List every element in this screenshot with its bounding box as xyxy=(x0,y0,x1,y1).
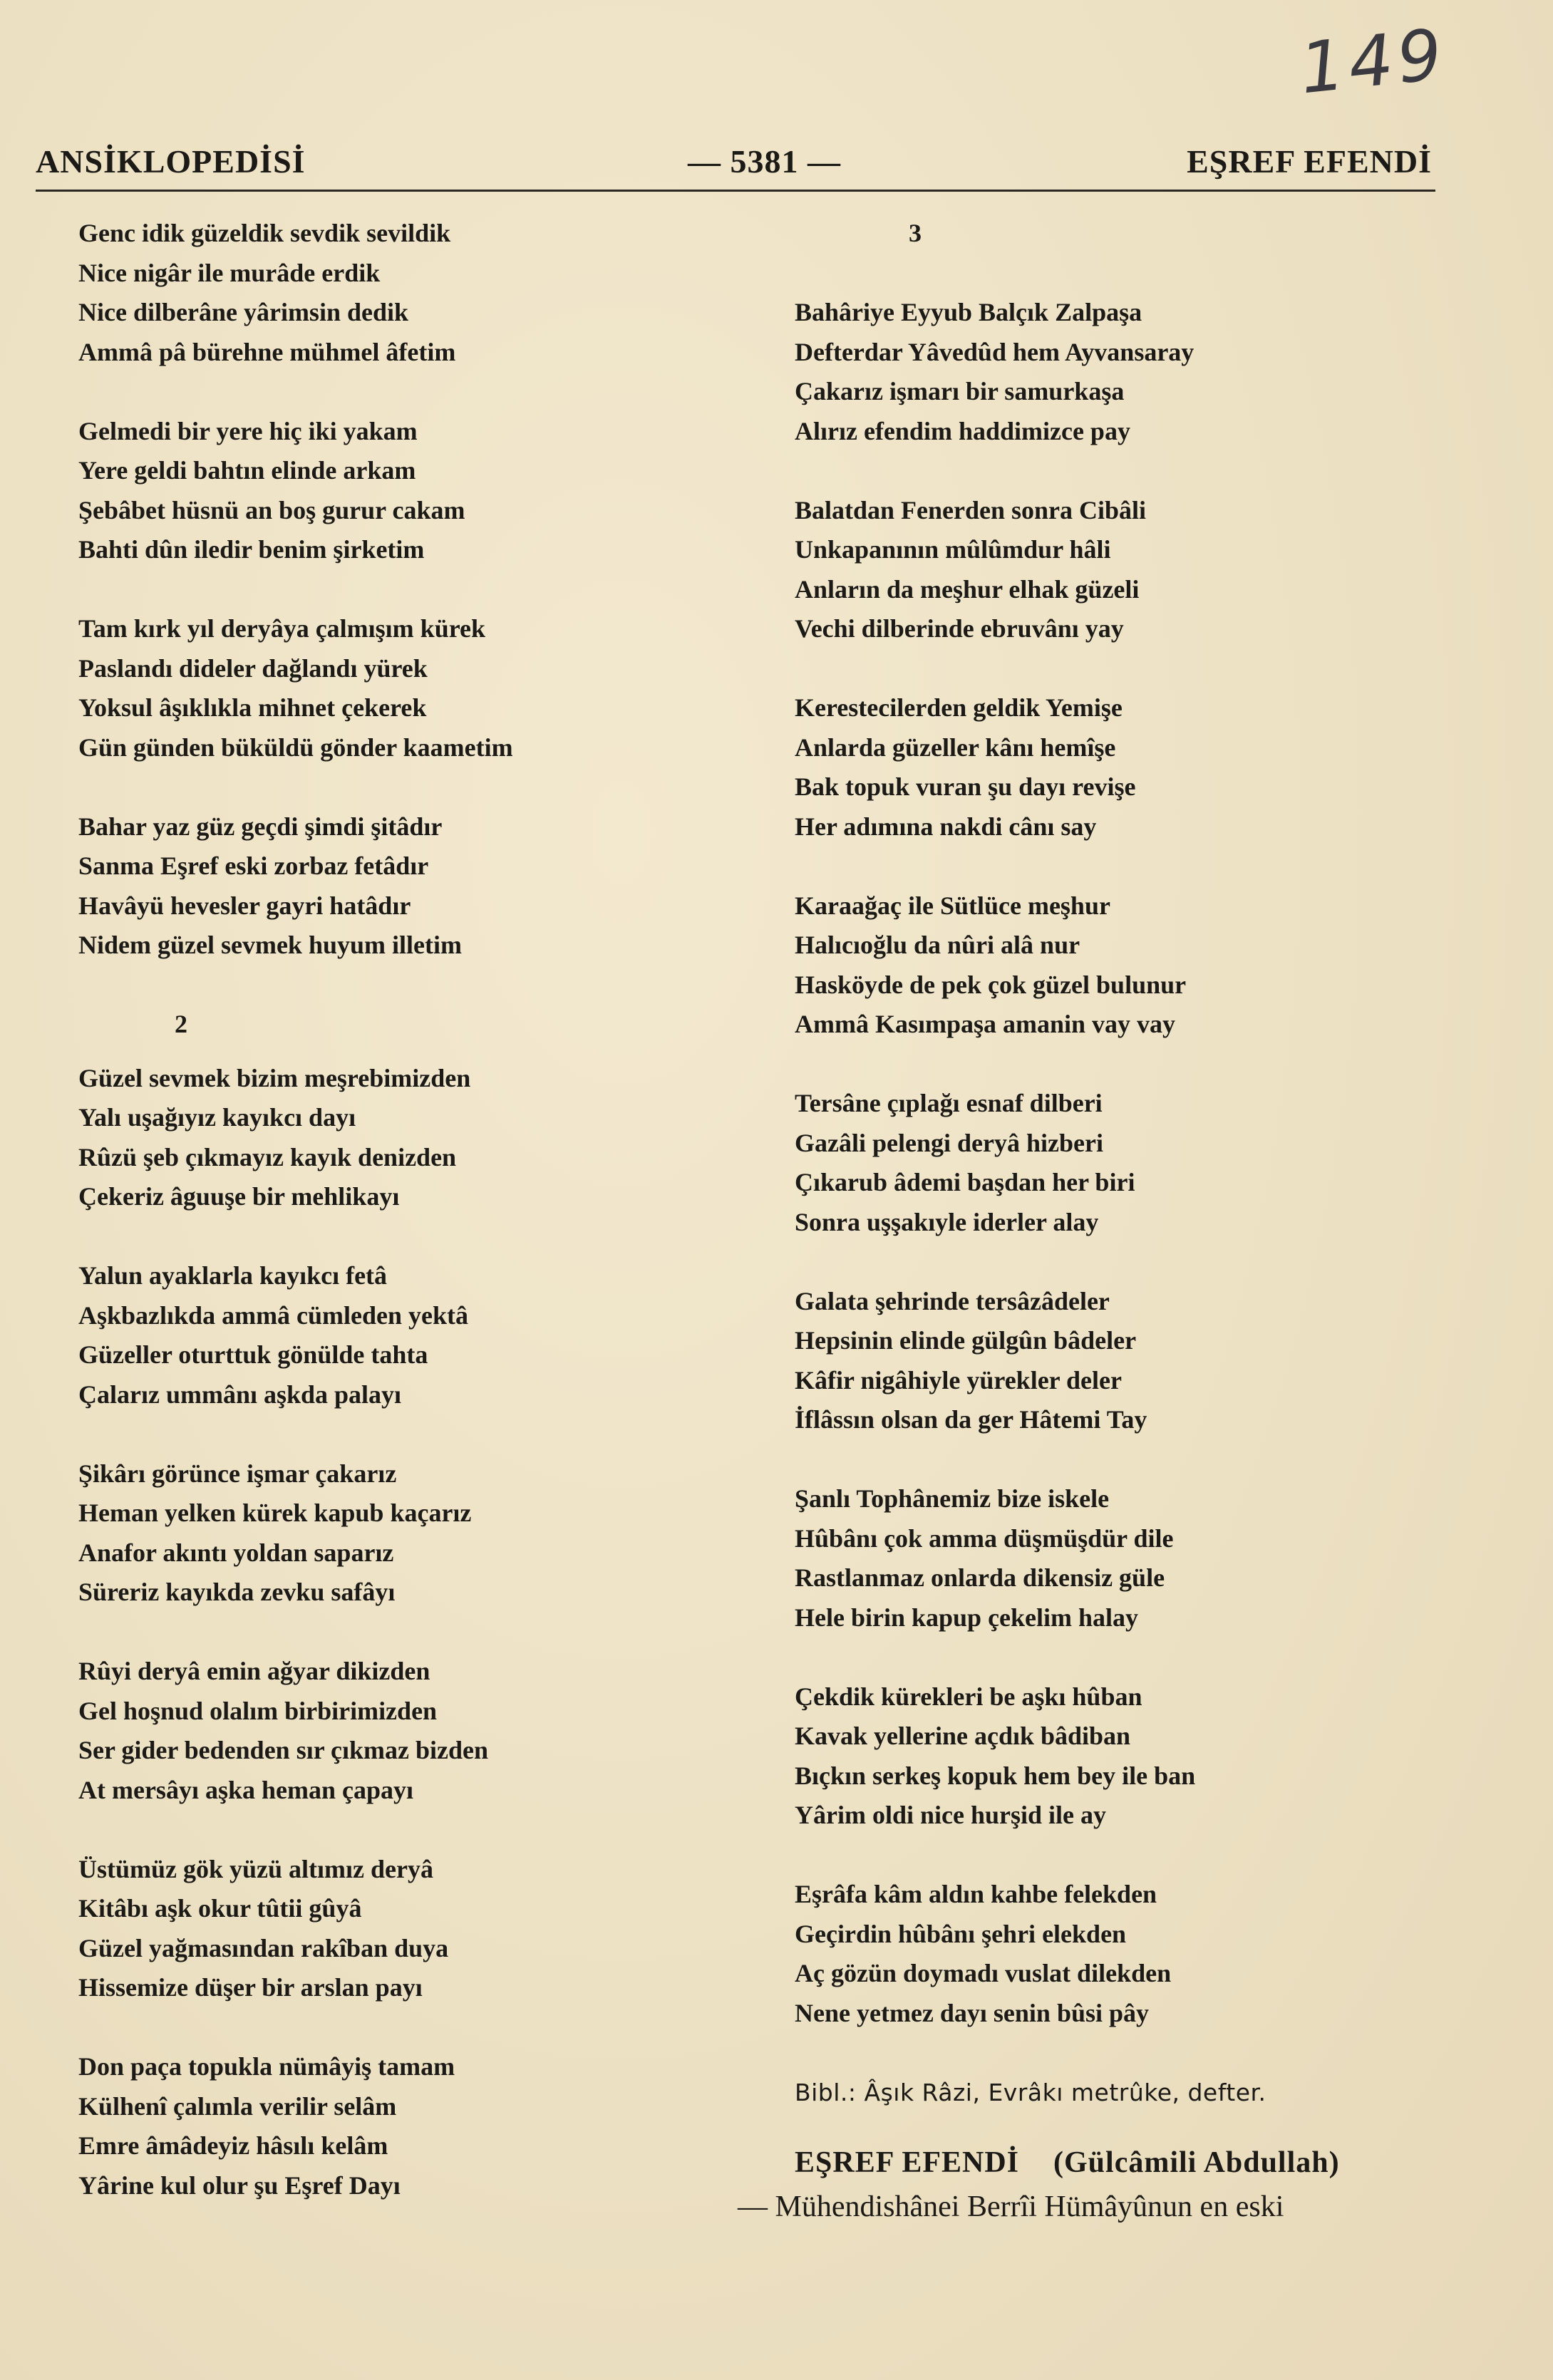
verse-line: Bahti dûn iledir benim şirketim xyxy=(78,535,425,564)
entry-title: EŞREF EFENDİ xyxy=(795,2146,1020,2179)
section-number-2: 2 xyxy=(175,1010,187,1038)
verse-line: Süreriz kayıkda zevku safâyı xyxy=(78,1578,396,1606)
verse-line: Unkapanının mûlûmdur hâli xyxy=(795,535,1111,564)
verse-line: Kitâbı aşk okur tûtii gûyâ xyxy=(78,1894,362,1923)
verse-line: Galata şehrinde tersâzâdeler xyxy=(795,1286,1110,1315)
verse-line: Ammâ pâ bürehne mühmel âfetim xyxy=(78,337,456,366)
verse-line: Kâfir nigâhiyle yürekler deler xyxy=(795,1365,1122,1395)
stanza xyxy=(78,412,720,570)
verse-line: Karaağaç ile Sütlüce meşhur xyxy=(795,891,1110,920)
verse-line: Gel hoşnud olalım birbirimizden xyxy=(78,1696,438,1725)
verse-line: Çekdik kürekleri be aşkı hûban xyxy=(795,1682,1142,1711)
stanza xyxy=(78,1256,720,1414)
verse-line: Rastlanmaz onlarda dikensiz güle xyxy=(795,1563,1165,1592)
stanza xyxy=(78,609,720,767)
verse-line: Aşkbazlıkda ammâ cümleden yektâ xyxy=(78,1300,469,1330)
verse-line: Yalı uşağıyız kayıkcı dayı xyxy=(78,1103,356,1132)
verse-line: Bak topuk vuran şu dayı revişe xyxy=(795,772,1136,801)
verse-line: Yârim oldi nice hurşid ile ay xyxy=(795,1801,1107,1829)
verse-line: Heman yelken kürek kapub kaçarız xyxy=(78,1499,472,1527)
verse-line: Yoksul âşıklıkla mihnet çekerek xyxy=(78,693,427,722)
verse-line: Ammâ Kasımpaşa amanin vay vay xyxy=(795,1010,1176,1038)
verse-line: Don paça topukla nümâyiş tamam xyxy=(78,2052,455,2081)
verse-line: At mersâyı aşka heman çapayı xyxy=(78,1775,413,1804)
verse-line: Havâyü hevesler gayri hatâdır xyxy=(78,891,411,920)
verse-line: Nice nigâr ile murâde erdik xyxy=(78,258,381,287)
verse-line: Çalarız ummânı aşkda palayı xyxy=(78,1380,402,1409)
next-entry-heading xyxy=(738,2141,1450,2229)
stanza xyxy=(78,2047,720,2205)
verse-line: Çıkarub âdemi başdan her biri xyxy=(795,1168,1135,1196)
running-header xyxy=(36,135,1432,192)
verse-line: Şanlı Tophânemiz bize iskele xyxy=(795,1484,1110,1513)
verse-line: Şikârı görünce işmar çakarız xyxy=(78,1459,397,1488)
verse-line: Rûyi deryâ emin ağyar dikizden xyxy=(78,1657,430,1685)
verse-line: Tersâne çıplağı esnaf dilberi xyxy=(795,1089,1103,1117)
verse-line: Eşrâfa kâm aldın kahbe felekden xyxy=(795,1880,1157,1908)
stanza xyxy=(795,1084,1450,1242)
stanza xyxy=(795,886,1450,1045)
verse-line: Kavak yellerine açdık bâdiban xyxy=(795,1722,1131,1750)
verse-line: Hasköyde de pek çok güzel bulunur xyxy=(795,970,1187,999)
verse-line: Sanma Eşref eski zorbaz fetâdır xyxy=(78,852,429,880)
header-page-number: — 5381 — xyxy=(688,143,841,180)
verse-line: Bıçkın serkeş kopuk hem bey ile ban xyxy=(795,1761,1196,1790)
verse-line: Vechi dilberinde ebruvânı yay xyxy=(795,614,1124,643)
verse-line: Kerestecilerden geldik Yemişe xyxy=(795,693,1123,722)
verse-line: Yalun ayaklarla kayıkcı fetâ xyxy=(78,1261,388,1290)
verse-line: Hepsinin elinde gülgûn bâdeler xyxy=(795,1326,1137,1355)
verse-line: Hissemize düşer bir arslan payı xyxy=(78,1973,423,2002)
stanza xyxy=(795,1479,1450,1637)
verse-line: Anafor akıntı yoldan saparız xyxy=(78,1538,394,1567)
verse-line: Bahar yaz güz geçdi şimdi şitâdır xyxy=(78,812,443,841)
entry-heading-line xyxy=(795,2141,1450,2185)
stanza xyxy=(795,688,1450,847)
entry-alt-name: (Gülcâmili Abdullah) xyxy=(1053,2146,1340,2179)
verse-line: Yere geldi bahtın elinde arkam xyxy=(78,456,416,485)
section-number-3: 3 xyxy=(909,219,922,247)
header-entry-name: EŞREF EFENDİ xyxy=(1187,143,1432,180)
verse-line: Külhenî çalımla verilir selâm xyxy=(78,2091,397,2121)
verse-line: Paslandı dideler dağlandı yürek xyxy=(78,653,428,683)
verse-line: Halıcıoğlu da nûri alâ nur xyxy=(795,931,1080,959)
bibliography: Bibl.: Âşık Râzi, Evrâkı metrûke, defter. xyxy=(795,2078,1266,2106)
verse-line: Anların da meşhur elhak güzeli xyxy=(795,574,1140,604)
verse-line: Emre âmâdeyiz hâsılı kelâm xyxy=(78,2131,388,2160)
stanza xyxy=(78,1059,720,1217)
verse-line: Nidem güzel sevmek huyum illetim xyxy=(78,931,462,959)
verse-line: İflâssın olsan da ger Hâtemi Tay xyxy=(795,1405,1147,1434)
verse-line: Her adımına nakdi cânı say xyxy=(795,812,1097,841)
stanza xyxy=(78,1850,720,2008)
verse-line: Hûbânı çok amma düşmüşdür dile xyxy=(795,1523,1174,1553)
verse-line: Hele birin kapup çekelim halay xyxy=(795,1603,1139,1632)
verse-line: Güzeller oturttuk gönülde tahta xyxy=(78,1340,428,1369)
verse-line: Şebâbet hüsnü an boş gurur cakam xyxy=(78,495,465,524)
right-column xyxy=(738,214,1450,2229)
verse-line: Aç gözün doymadı vuslat dilekden xyxy=(795,1959,1172,1987)
verse-line: Balatdan Fenerden sonra Cibâli xyxy=(795,495,1147,524)
verse-line: Defterdar Yâvedûd hem Ayvansaray xyxy=(795,337,1195,366)
verse-line: Gazâli pelengi deryâ hizberi xyxy=(795,1128,1103,1157)
verse-line: Gelmedi bir yere hiç iki yakam xyxy=(78,416,418,445)
verse-line: Çakarız işmarı bir samurkaşa xyxy=(795,377,1125,405)
verse-line: Güzel sevmek bizim meşrebimizden xyxy=(78,1063,471,1092)
entry-text-line: — Mühendishânei Berrîi Hümâyûnun en eski xyxy=(738,2190,1284,2223)
verse-line: Bahâriye Eyyub Balçık Zalpaşa xyxy=(795,298,1142,326)
verse-line: Rûzü şeb çıkmayız kayık denizden xyxy=(78,1142,457,1171)
stanza xyxy=(795,1282,1450,1440)
stanza xyxy=(78,1454,720,1613)
verse-line: Gün günden büküldü gönder kaametim xyxy=(78,733,513,762)
stanza xyxy=(78,1652,720,1810)
verse-line: Güzel yağmasından rakîban duya xyxy=(78,1933,449,1962)
header-publication: ANSİKLOPEDİSİ xyxy=(36,143,306,180)
verse-line: Yârine kul olur şu Eşref Dayı xyxy=(78,2171,401,2200)
handwritten-page-number: 149 xyxy=(1296,14,1450,110)
verse-line: Tam kırk yıl deryâya çalmışım kürek xyxy=(78,614,486,643)
left-column xyxy=(78,214,720,2245)
stanza xyxy=(78,807,720,966)
verse-line: Üstümüz gök yüzü altımız deryâ xyxy=(78,1854,433,1883)
verse-line: Nice dilberâne yârimsin dedik xyxy=(78,298,409,326)
verse-line: Nene yetmez dayı senin bûsi pây xyxy=(795,1998,1150,2027)
verse-line: Ser gider bedenden sır çıkmaz bizden xyxy=(78,1736,489,1764)
stanza xyxy=(795,491,1450,649)
stanza xyxy=(795,1677,1450,1836)
stanza xyxy=(795,293,1450,451)
stanza xyxy=(795,1875,1450,2033)
stanza xyxy=(78,214,720,372)
verse-line: Sonra uşşakıyle iderler alay xyxy=(795,1207,1099,1236)
verse-line: Anlarda güzeller kânı hemîşe xyxy=(795,733,1116,762)
verse-line: Geçirdin hûbânı şehri elekden xyxy=(795,1919,1127,1948)
verse-line: Alırız efendim haddimizce pay xyxy=(795,416,1130,445)
verse-line: Genc idik güzeldik sevdik sevildik xyxy=(78,219,451,247)
header-rule xyxy=(36,190,1435,192)
verse-line: Çekeriz âguuşe bir mehlikayı xyxy=(78,1182,400,1211)
